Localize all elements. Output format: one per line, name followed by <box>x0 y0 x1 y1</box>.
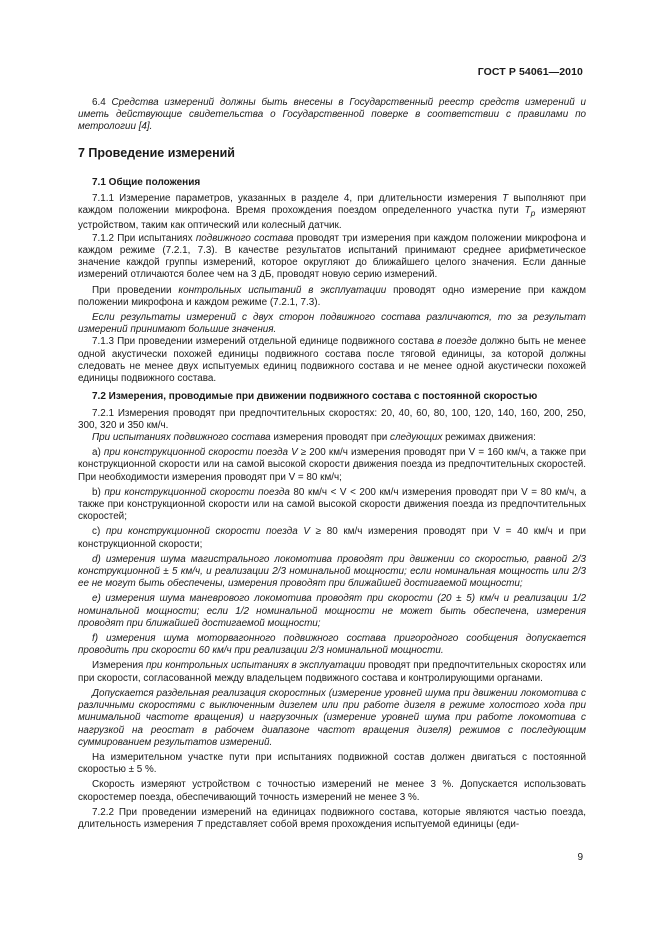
symbol-tp: T <box>524 205 531 217</box>
italic-run: при контрольных испытаниях в эксплуатации <box>146 660 366 672</box>
paragraph-7-2-1: 7.2.1 Измерения проводят при предпочтительных скоростях: 20, 40, 60, 80, 100, 120, 140, 160, 200, 250, 300, 320 и 350 км/ч. <box>78 407 586 431</box>
list-item-c <box>78 526 586 550</box>
paragraph-7-1-1 <box>78 193 586 233</box>
italic-run: в поезде <box>437 336 478 348</box>
text-run: 7.2.2 При проведении измерений на единицах подвижного состава, которые являются частью поезда, длительность измерения <box>78 806 586 830</box>
document-id-header: ГОСТ Р 54061—2010 <box>477 66 583 78</box>
paragraph-7-1-2-control <box>78 285 586 309</box>
subscript-p: р <box>530 209 536 219</box>
paragraph-number: 6.4 <box>92 97 112 108</box>
italic-run: при конструкционной скорости поезда V ≥ <box>105 526 322 538</box>
text-run: 80 км/ч измерения проводят при V = 40 км/ч и при конструкционной скорости; <box>78 526 586 550</box>
list-item-f: f) измерения шума моторвагонного подвижного состава пригородного сообщения допускается проводить при скорости 60 км/ч при реализации 2/3 номинальной мощности. <box>78 633 586 657</box>
paragraph-separate-modes: Допускается раздельная реализация скоростных (измерение уровней шума при движении локомотива с различными скоростями с выключенным дизелем или при работе дизеля в режиме холостого хода при минимальной частоте вращения) и нагрузочных (измерение уровней шума при работе локомотива с нагрузкой на реостат в рабочем диапазоне частот вращения дизеля) режимов с последующим суммированием результатов измерений. <box>78 687 586 748</box>
text-run: 7.1.1 Измерение параметров, указанных в разделе 4, при длительности измерения <box>92 193 503 205</box>
text-run: При проведении <box>92 284 179 296</box>
text-run: 7.1.2 При испытаниях <box>92 232 196 244</box>
italic-run: При испытаниях подвижного состава <box>92 432 271 444</box>
subsection-7-1-title: 7.1 Общие положения <box>92 176 201 188</box>
paragraph-control-tests <box>78 660 586 684</box>
list-item-d: d) измерения шума магистрального локомотива проводят при движении со скоростью, равной 2/3 конструкционной ± 5 км/ч, и реализации 2/3 номинальной мощности; если номинальная мощность или 2/3 ее не могут быть обеспечены, измерения проводят при ближайшей достигаемой мощности; <box>78 553 586 590</box>
page-content <box>78 97 586 831</box>
text-run: проводят при предпочтительных скоростях или при скорости, согласованной между владельцем подвижного состава и контролирующими органами. <box>78 660 587 684</box>
text-run: проводят одно измерение при каждом положении микрофона и каждом режиме (7.2.1, 7.3). <box>78 284 586 308</box>
symbol-t: T <box>196 818 203 830</box>
item-marker: с) <box>92 526 106 538</box>
text-run: режимах движения: <box>442 432 536 444</box>
text-run: измерения проводят при <box>270 432 390 444</box>
item-marker: b) <box>92 486 105 498</box>
paragraph-7-1-3 <box>78 336 586 385</box>
paragraph-speed-measurement: Скорость измеряют устройством с точностью измерений не менее 3 %. Допускается использовать скоростемер поезда, обеспечивающий точность измерений не менее 3 %. <box>78 779 586 803</box>
paragraph-text: Средства измерений должны быть внесены в Государственный реестр средств измерений и иметь действующие свидетельства о Государственной поверке в соответствии с правилами по метрологии [4]. <box>78 97 586 133</box>
list-item-a <box>78 447 586 484</box>
paragraph-7-2-1-modes <box>78 432 586 444</box>
paragraph-7-2-2 <box>78 807 586 831</box>
text-run: измеряют устройством, таким как оптический или колесный датчик. <box>78 205 586 232</box>
text-run: Измерения <box>92 660 146 672</box>
text-run: представляет собой время прохождения испытуемой единицы (еди- <box>202 818 520 830</box>
paragraph-constant-speed: На измерительном участке пути при испытаниях подвижной состав должен двигаться с постоянной скоростью ± 5 %. <box>78 751 586 776</box>
italic-run: при конструкционной скорости поезда <box>104 486 290 498</box>
section-7-title: 7 Проведение измерений <box>78 145 235 160</box>
text-run: 80 км/ч < V < 200 км/ч измерения проводят при V = 80 км/ч, а также при конструкционной скорости или на самой высокой скорости движения поезда из предпочтительных скоростей; <box>78 486 586 523</box>
paragraph-7-1-2-results: Если результаты измерений с двух сторон подвижного состава различаются, то за результат измерений принимают большие значения. <box>78 311 586 336</box>
italic-run: при конструкционной скорости поезда V ≥ <box>103 447 307 459</box>
page-number: 9 <box>577 852 583 863</box>
item-marker: а) <box>92 447 104 459</box>
italic-run: следующих <box>390 432 443 444</box>
text-run: должно быть не менее одной акустически похожей единицы подвижного состава после тяговой единицы, за которой должны следовать не менее двух испытуемых единиц подвижного состава и не менее одной акустически похожей единицы подвижного состава. <box>78 336 586 384</box>
symbol-t: T <box>502 193 509 205</box>
list-item-b <box>78 487 586 524</box>
text-run: 7.1.3 При проведении измерений отдельной единице подвижного состава <box>92 336 438 348</box>
list-item-e: е) измерения шума маневрового локомотива проводят при скорости (20 ± 5) км/ч и реализации 1/2 номинальной мощности; если 1/2 номинальной мощности не может быть обеспечена, измерения проводят при ближайшей достигаемой мощности; <box>78 593 586 629</box>
text-run: выполняют при каждом положении микрофона. Время прохождения поездом определенного участка пути <box>78 193 586 217</box>
text-run: проводят три измерения при каждом положении микрофона и каждом режиме (7.2.1, 7.3). В качестве результатов испытаний принимают среднее арифметическое значение каждой группы измерений, которое округляют до ближайшего целого значения. Если данные измерений отличаются более чем на 3 дБ, проводят новую серию измерений. <box>78 232 586 281</box>
paragraph-7-1-2 <box>78 233 586 282</box>
subsection-7-2-title: 7.2 Измерения, проводимые при движении подвижного состава с постоянной скоростью <box>92 391 538 403</box>
italic-run: контрольных испытаний в эксплуатации <box>178 284 387 296</box>
text-run: 200 км/ч измерения проводят при V = 160 км/ч, а также при конструкционной скорости или на самой высокой скорости движения поезда из предпочтительных скоростей. При необходимости измерения проводят при V = 80 км/ч; <box>78 447 586 483</box>
italic-run: подвижного состава <box>195 232 294 244</box>
paragraph-6-4 <box>78 97 586 134</box>
